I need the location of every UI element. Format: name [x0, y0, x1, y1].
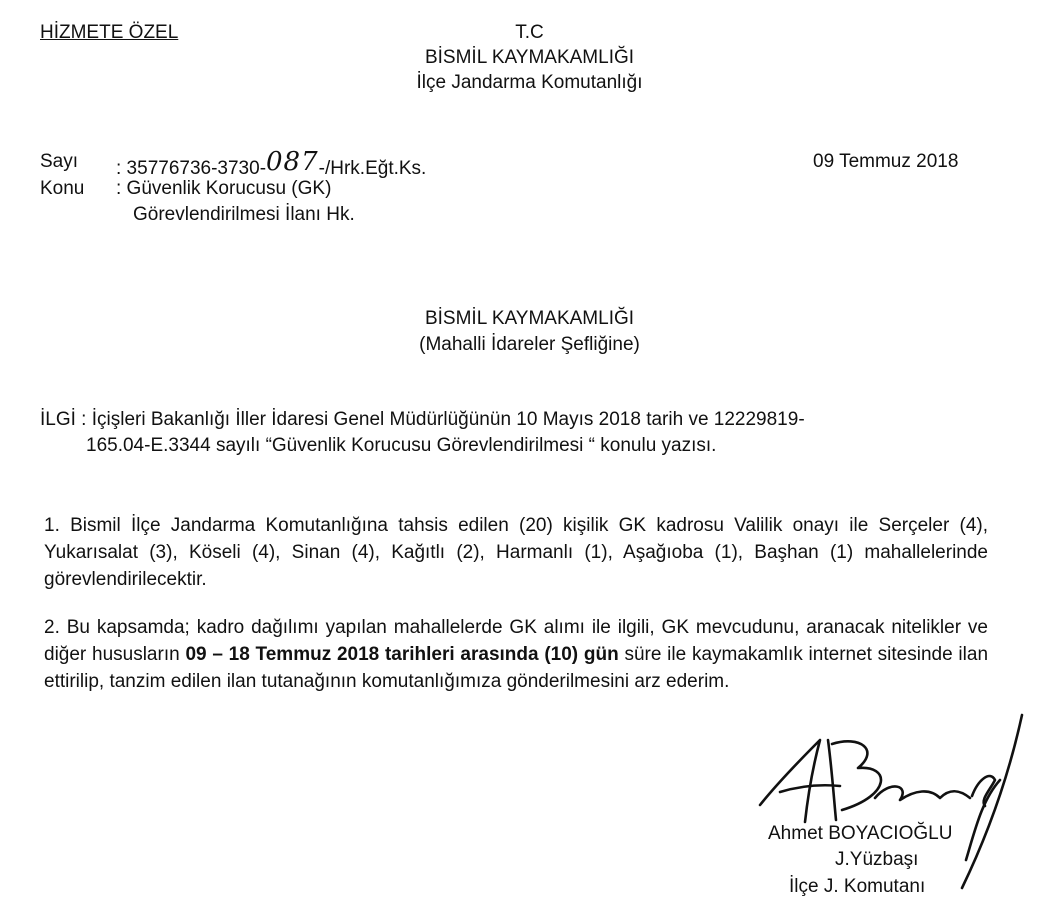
unit-heading: İlçe Jandarma Komutanlığı	[416, 72, 643, 93]
signature-scribble	[750, 710, 1050, 900]
signatory-rank: J.Yüzbaşı	[835, 849, 919, 870]
office-heading: BİSMİL KAYMAKAMLIĞI	[424, 47, 635, 68]
document-date: 09 Temmuz 2018	[813, 151, 959, 172]
paragraph-2-text-before: 2. Bu kapsamda; kadro dağılımı yapılan mahallelerde GK alımı ile ilgili, GK mevcudunu, aranacak nitelikler ve diğer hususların	[44, 617, 988, 665]
signatory-name: Ahmet BOYACIOĞLU	[768, 823, 953, 844]
paragraph-2-text-after: süre ile kaymakamlık internet sitesinde ilan ettirilip, tanzim edilen ilan tutanağının komutanlığımıza gönderilmesini arz ederim.	[44, 644, 989, 692]
paragraph-2	[44, 614, 988, 695]
state-heading: T.C	[515, 22, 544, 43]
paragraph-2-bold-dates: 09 – 18 Temmuz 2018 tarihleri arasında (10) gün	[185, 644, 619, 665]
paragraph-1: 1. Bismil İlçe Jandarma Komutanlığına tahsis edilen (20) kişilik GK kadrosu Valilik onayı ile Serçeler (4), Yukarısalat (3), Köseli (4), Sinan (4), Kağıtlı (2), Harmanlı (1), Aşağıoba (1), Başhan (1) mahallelerinde görevlendirilecektir.	[44, 515, 988, 590]
ilgi-line-1: İLGİ : İçişleri Bakanlığı İller İdaresi Genel Müdürlüğünün 10 Mayıs 2018 tarih ve 12229819-	[40, 409, 805, 430]
addressee-line-1: BİSMİL KAYMAKAMLIĞI	[424, 308, 635, 329]
addressee-line-2: (Mahalli İdareler Şefliğine)	[419, 334, 640, 355]
sayi-handwritten-number: 087	[266, 147, 319, 177]
sayi-suffix: -/Hrk.Eğt.Ks.	[318, 158, 427, 179]
konu-label: Konu	[40, 178, 85, 199]
sayi-prefix: : 35776736-3730-	[116, 158, 267, 179]
signatory-title: İlçe J. Komutanı	[789, 876, 926, 897]
sayi-value	[116, 147, 427, 181]
classification-label: HİZMETE ÖZEL	[40, 22, 179, 43]
konu-line-2: Görevlendirilmesi İlanı Hk.	[133, 204, 355, 225]
ilgi-line-2: 165.04-E.3344 sayılı “Güvenlik Korucusu Görevlendirilmesi “ konulu yazısı.	[86, 435, 717, 456]
sayi-label: Sayı	[40, 151, 79, 172]
konu-line-1: : Güvenlik Korucusu (GK)	[116, 178, 332, 199]
